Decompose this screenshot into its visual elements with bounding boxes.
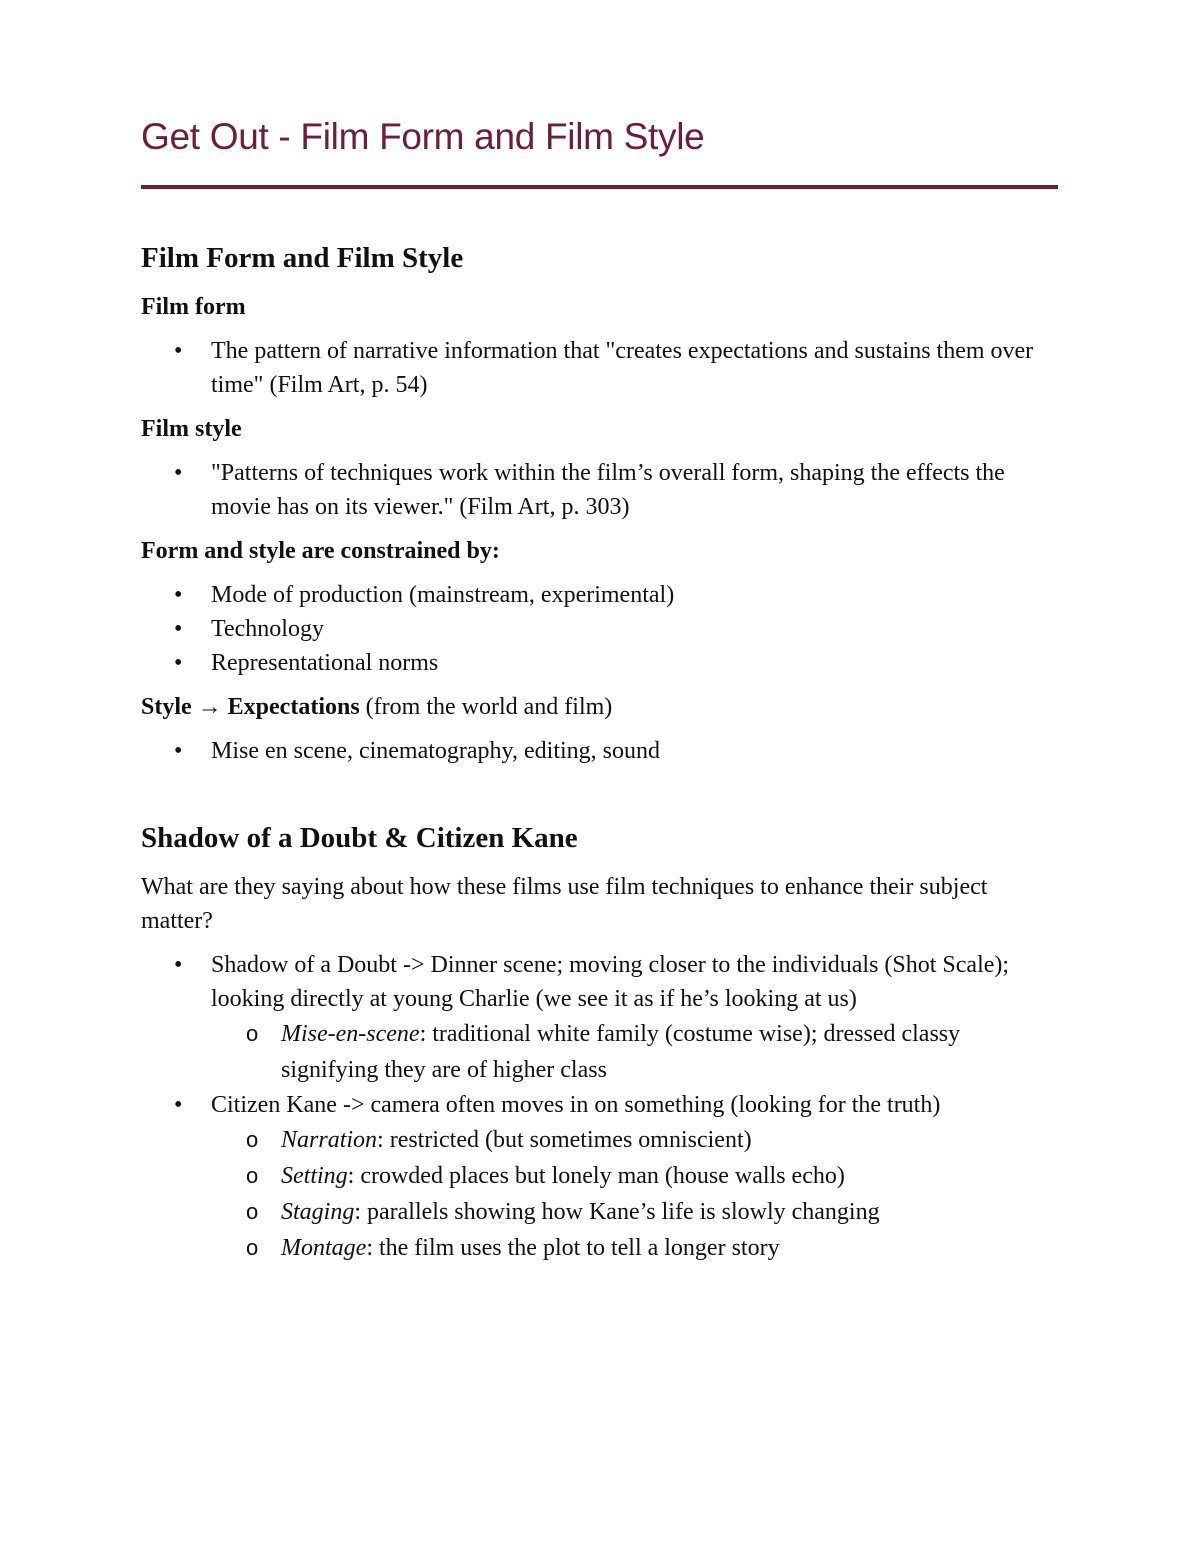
films-list-2 <box>141 1088 1061 1122</box>
shadow-sub-list <box>141 1016 1061 1088</box>
title-divider <box>141 185 1058 189</box>
list-item: • Technology <box>141 612 1061 646</box>
term: Montage <box>281 1235 367 1261</box>
document-body <box>141 236 1061 1266</box>
term: Staging <box>281 1199 355 1225</box>
arrow-icon: → <box>197 694 222 720</box>
sub-list-item: o Mise-en-scene: traditional white family (costume wise); dressed classy signifying they are of higher class <box>141 1016 1061 1088</box>
sub-list-item: o Narration: restricted (but sometimes omniscient) <box>141 1122 1061 1158</box>
kane-sub-list <box>141 1122 1061 1266</box>
term: Mise-en-scene <box>281 1021 420 1047</box>
section-heading-shadow-kane: Shadow of a Doubt & Citizen Kane <box>141 822 578 854</box>
section-heading-film-form-style: Film Form and Film Style <box>141 242 464 274</box>
term: Narration <box>281 1127 378 1153</box>
film-style-list <box>141 456 1061 524</box>
constraints-label: Form and style are constrained by: <box>141 538 500 564</box>
sub-list-item: o Setting: crowded places but lonely man (house walls echo) <box>141 1158 1061 1194</box>
film-style-label: Film style <box>141 416 242 442</box>
style-list <box>141 734 1061 768</box>
expectations-term: Expectations <box>227 694 360 720</box>
list-item-citizen-kane: • Citizen Kane -> camera often moves in on something (looking for the truth) <box>141 1088 1061 1122</box>
films-list <box>141 948 1061 1016</box>
list-item: • Representational norms <box>141 646 1061 680</box>
term: Setting <box>281 1163 348 1189</box>
list-item: • Mode of production (mainstream, experimental) <box>141 578 1061 612</box>
constraints-list <box>141 578 1061 680</box>
film-form-label: Film form <box>141 294 246 320</box>
list-item: • The pattern of narrative information that "creates expectations and sustains them over time" (Film Art, p. 54) <box>141 334 1061 402</box>
list-item: • "Patterns of techniques work within the film’s overall form, shaping the effects the movie has on its viewer." (Film Art, p. 303) <box>141 456 1061 524</box>
list-item: • Mise en scene, cinematography, editing, sound <box>141 734 1061 768</box>
style-expectations-line <box>141 690 1061 724</box>
list-item-shadow-of-a-doubt: • Shadow of a Doubt -> Dinner scene; moving closer to the individuals (Shot Scale); looking directly at young Charlie (we see it as if he’s looking at us) <box>141 948 1061 1016</box>
sub-list-item: o Staging: parallels showing how Kane’s life is slowly changing <box>141 1194 1061 1230</box>
question-paragraph: What are they saying about how these films use film techniques to enhance their subject matter? <box>141 874 988 934</box>
document-title: Get Out - Film Form and Film Style <box>141 116 705 157</box>
style-term: Style <box>141 694 192 720</box>
film-form-list <box>141 334 1061 402</box>
sub-list-item: o Montage: the film uses the plot to tell a longer story <box>141 1230 1061 1266</box>
style-line-rest: (from the world and film) <box>365 694 613 720</box>
